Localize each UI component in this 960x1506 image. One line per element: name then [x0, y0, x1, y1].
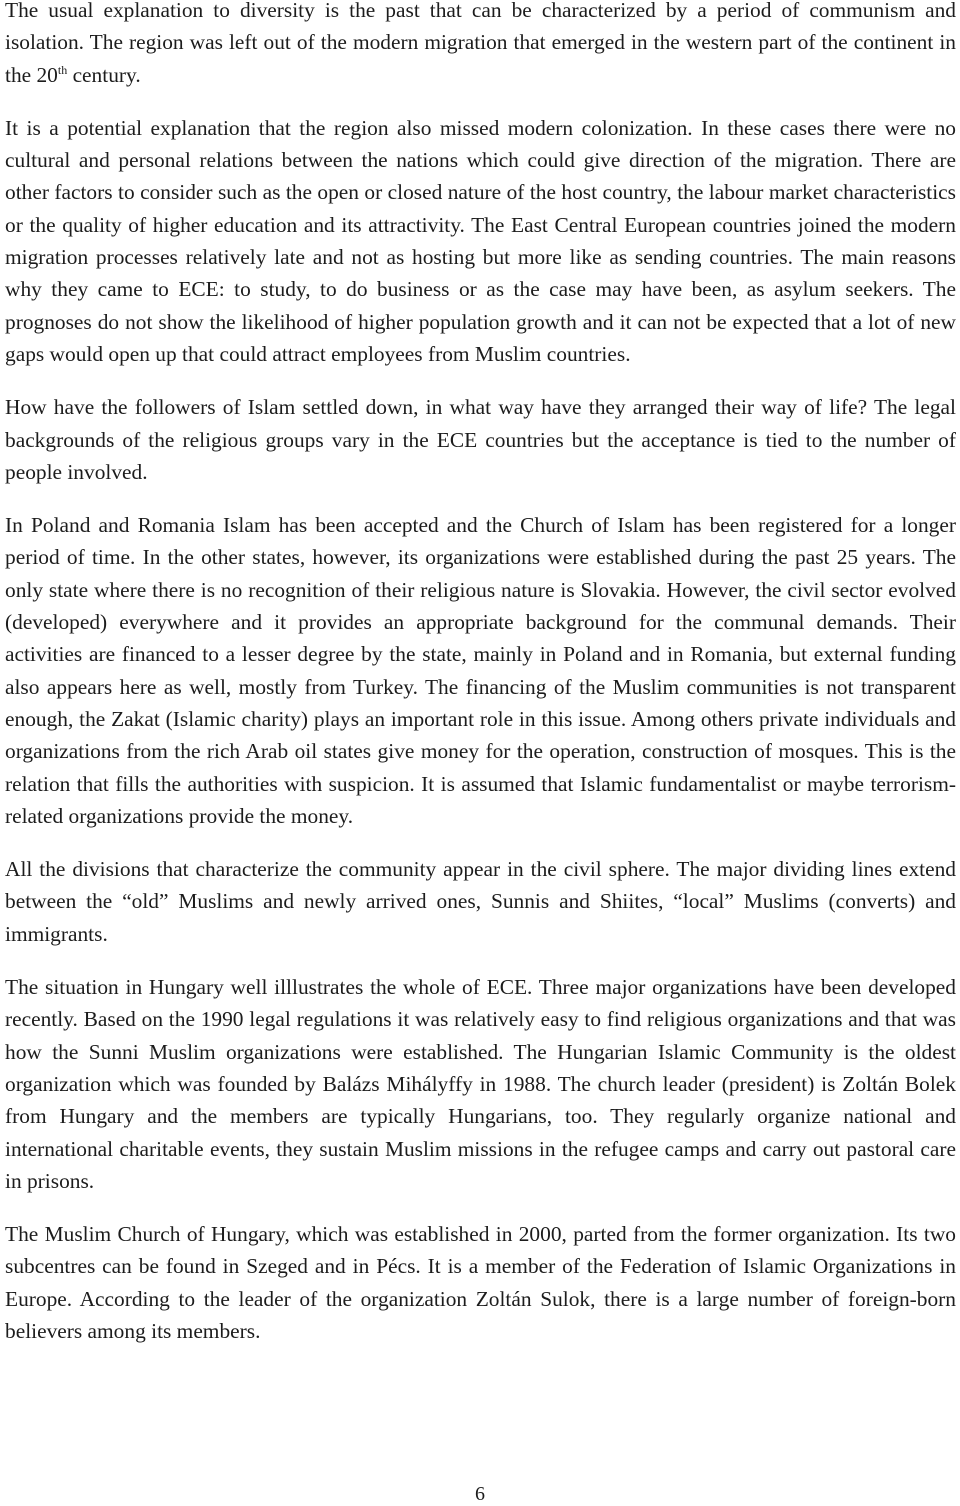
- paragraph-diversity-text-end: century.: [67, 62, 141, 87]
- paragraph-settlement: How have the followers of Islam settled down, in what way have they arranged their way of life? The legal backgrounds of the religious groups vary in the ECE countries but the acceptance is tied to the number of people involved.: [5, 395, 956, 484]
- paragraph-muslim-church: The Muslim Church of Hungary, which was established in 2000, parted from the former organization. Its two subcentres can be found in Szeged and in Pécs. It is a member of the Federation of Islamic Organizations in Europe. According to the leader of the organization Zoltán Sulok, there is a large number of foreign-born believers among its members.: [5, 1222, 956, 1343]
- page-number: 6: [475, 1483, 485, 1505]
- paragraph-hungary: The situation in Hungary well illlustrates the whole of ECE. Three major organizations have been developed recently. Based on the 1990 legal regulations it was relatively easy to find religious organizations and that was how the Sunni Muslim organizations were established. The Hungarian Islamic Community is the oldest organization which was founded by Balázs Mihályffy in 1988. The church leader (president) is Zoltán Bolek from Hungary and the members are typically Hungarians, too. They regularly organize national and international charitable events, they sustain Muslim missions in the refugee camps and carry out pastoral care in prisons.: [5, 975, 956, 1193]
- paragraph-diversity-text: The usual explanation to diversity is the past that can be characterized by a period of communism and isolation. The region was left out of the modern migration that emerged in the western part of the continent in the 20: [5, 0, 956, 87]
- paragraph-poland-romania: In Poland and Romania Islam has been accepted and the Church of Islam has been registered for a longer period of time. In the other states, however, its organizations were established during the past 25 years. The only state where there is no recognition of their religious nature is Slovakia. However, the civil sector evolved (developed) everywhere and it provides an appropriate background for the communal demands. Their activities are financed to a lesser degree by the state, mainly in Poland and in Romania, but external funding also appears here as well, mostly from Turkey. The financing of the Muslim communities is not transparent enough, the Zakat (Islamic charity) plays an important role in this issue. Among others private individuals and organizations from the rich Arab oil states give money for the operation, construction of mosques. This is the relation that fills the authorities with suspicion. It is assumed that Islamic fundamentalist or maybe terrorism-related organizations provide the money.: [5, 513, 956, 828]
- ordinal-suffix: th: [57, 62, 68, 77]
- paragraph-colonization: It is a potential explanation that the region also missed modern colonization. In these cases there were no cultural and personal relations between the nations which could give direction of the migration. There are other factors to consider such as the open or closed nature of the host country, the labour market characteristics or the quality of higher education and its attractivity. The East Central European countries joined the modern migration processes relatively late and not as hosting but more like as sending countries. The main reasons why they came to ECE: to study, to do business or as the case may have been, as asylum seekers. The prognoses do not show the likelihood of higher population growth and it can not be expected that a lot of new gaps would open up that could attract employees from Muslim countries.: [5, 115, 956, 366]
- paragraph-diversity: [5, 0, 956, 91]
- paragraph-divisions: All the divisions that characterize the community appear in the civil sphere. The major dividing lines extend between the “old” Muslims and newly arrived ones, Sunnis and Shiites, “local” Muslims (converts) and immigrants.: [5, 857, 956, 946]
